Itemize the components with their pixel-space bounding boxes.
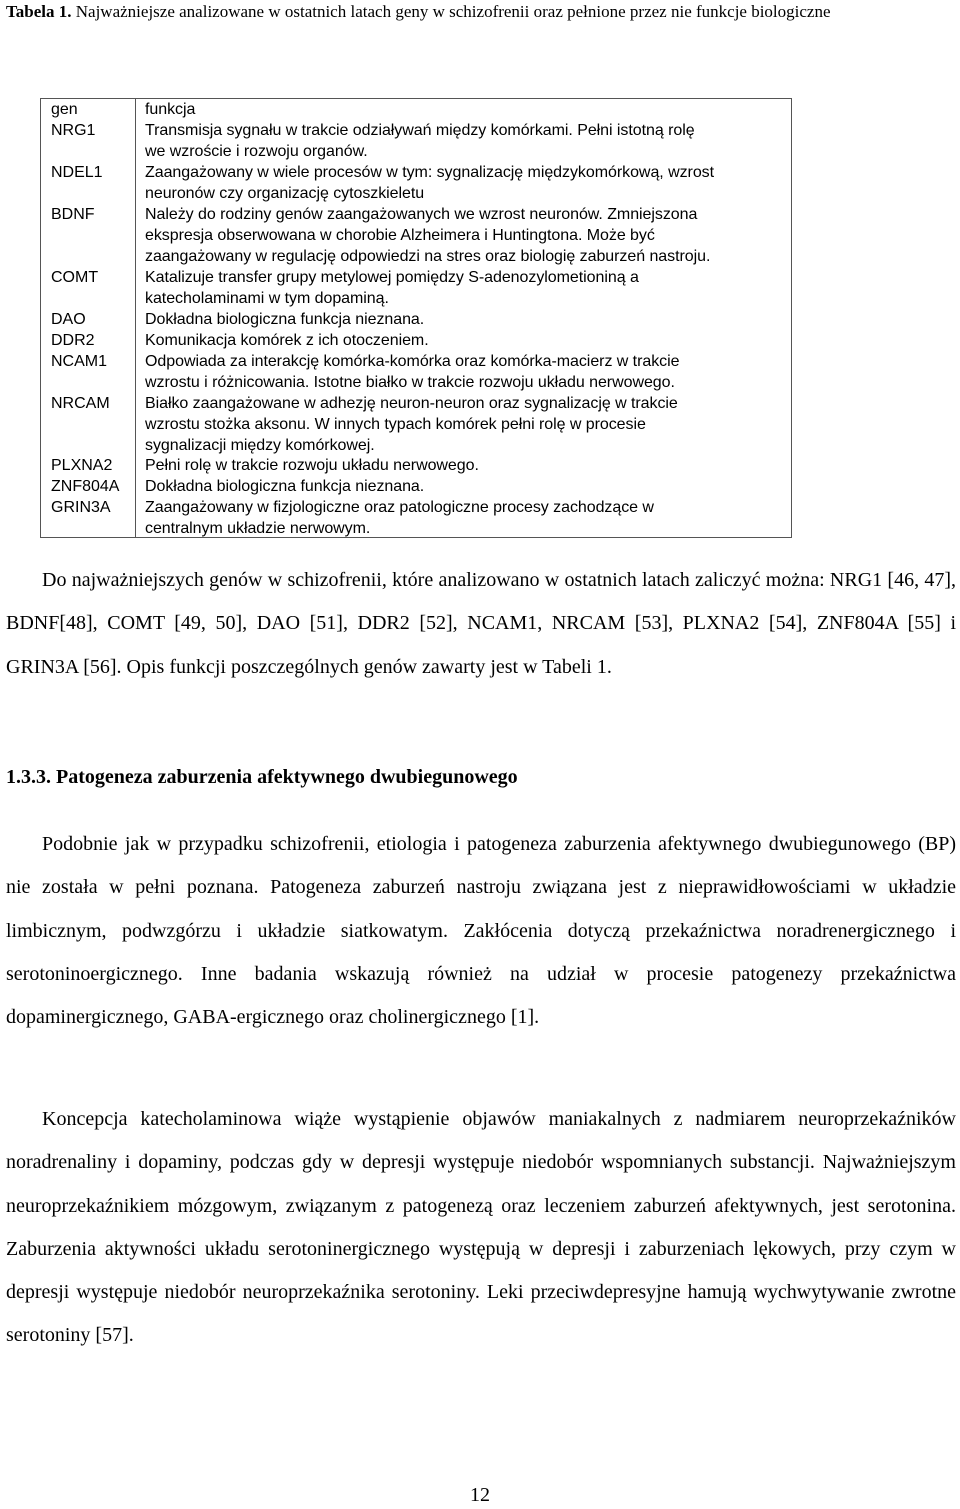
gene-function: Należy do rodziny genów zaangażowanych we wzrost neuronów. Zmniejszona ekspresja obserwowana w chorobie Alzheimera i Huntingtona. Może być zaangażowany w regulację odpowiedzi na stres oraz biologię zaburzeń nastroju. (145, 206, 711, 265)
section-heading: 1.3.3. Patogeneza zaburzenia afektywnego dwubiegunowego (6, 766, 518, 788)
gene-name: NDEL1 (51, 164, 103, 181)
page-number: 12 (470, 1484, 490, 1506)
gene-name: NRG1 (51, 122, 96, 139)
gene-name: PLXNA2 (51, 457, 113, 474)
gene-name: DDR2 (51, 332, 95, 349)
paragraph-catecholamine-text: Koncepcja katecholaminowa wiąże wystąpienie objawów maniakalnych z nadmiarem neuroprzekaźników noradrenaliny i dopaminy, podczas gdy w depresji występuje niedobór wspomnianych substancji. Najważniejszym neuroprzekaźnikiem mózgowym, związanym z patogenezą oraz leczeniem zaburzeń afektywnych, jest serotonina. Zaburzenia aktywności układu serotoninergicznego występują w depresji i zaburzeniach lękowych, przy czym w depresji występuje niedobór neuroprzekaźnika serotoniny. Leki przeciwdepresyjne hamują wychwytywanie zwrotne serotoniny [57]. (6, 1108, 956, 1347)
gene-function: Dokładna biologiczna funkcja nieznana. (145, 478, 425, 495)
gene-name: COMT (51, 269, 99, 286)
gene-name: NCAM1 (51, 353, 108, 370)
table-column-divider (135, 99, 136, 537)
gene-name: GRIN3A (51, 499, 111, 516)
gene-name: NRCAM (51, 395, 110, 412)
table-header-function: funkcja (145, 101, 196, 118)
gene-function: Białko zaangażowane w adhezję neuron-neuron oraz sygnalizację w trakcie wzrostu stożka aksonu. W innych typach komórek pełni rolę w procesie sygnalizacji między komórkowej. (145, 395, 678, 454)
table-header-gene: gen (51, 101, 78, 118)
table-caption (6, 0, 956, 23)
gene-function: Zaangażowany w fizjologiczne oraz patologiczne procesy zachodzące w centralnym układzie nerwowym. (145, 499, 654, 537)
gene-function: Transmisja sygnału w trakcie odziaływań między komórkami. Pełni istotną rolę we wzroście i rozwoju organów. (145, 122, 695, 160)
gene-function: Pełni rolę w trakcie rozwoju układu nerwowego. (145, 457, 479, 474)
gene-function: Katalizuje transfer grupy metylowej pomiędzy S-adenozylometioniną a katecholaminami w tym dopaminą. (145, 269, 639, 307)
paragraph-pathogenesis (6, 823, 956, 1039)
paragraph-catecholamine (6, 1098, 956, 1358)
gene-function: Komunikacja komórek z ich otoczeniem. (145, 332, 429, 349)
paragraph-genes-text: Do najważniejszych genów w schizofrenii, które analizowano w ostatnich latach zaliczyć można: NRG1 [46, 47], BDNF[48], COMT [49, 50], DAO [51], DDR2 [52], NCAM1, NRCAM [53], PLXNA2 [54], ZNF804A [55] i GRIN3A [56]. Opis funkcji poszczególnych genów zawarty jest w Tabeli 1. (6, 569, 956, 678)
paragraph-genes (6, 559, 956, 689)
gene-name: ZNF804A (51, 478, 120, 495)
table-caption-text: Najważniejsze analizowane w ostatnich latach geny w schizofrenii oraz pełnione przez nie funkcje biologiczne (75, 2, 831, 21)
gene-table (40, 98, 792, 538)
gene-function: Odpowiada za interakcję komórka-komórka oraz komórka-macierz w trakcie wzrostu i różnicowania. Istotne białko w trakcie rozwoju układu nerwowego. (145, 353, 680, 391)
table-caption-label: Tabela 1. (6, 2, 72, 21)
gene-name: BDNF (51, 206, 95, 223)
paragraph-pathogenesis-text: Podobnie jak w przypadku schizofrenii, etiologia i patogeneza zaburzenia afektywnego dwubiegunowego (BP) nie została w pełni poznana. Patogeneza zaburzeń nastroju związana jest z nieprawidłowościami w układzie limbicznym, podwzgórzu i układzie siatkowatym. Zakłócenia dotyczą przekaźnictwa noradrenergicznego i serotoninoergicznego. Inne badania wskazują również na udział w procesie patogenezy przekaźnictwa dopaminergicznego, GABA-ergicznego oraz cholinergicznego [1]. (6, 833, 956, 1029)
gene-function: Dokładna biologiczna funkcja nieznana. (145, 311, 425, 328)
gene-function: Zaangażowany w wiele procesów w tym: sygnalizację międzykomórkową, wzrost neuronów czy organizację cytoszkieletu (145, 164, 715, 202)
gene-name: DAO (51, 311, 86, 328)
